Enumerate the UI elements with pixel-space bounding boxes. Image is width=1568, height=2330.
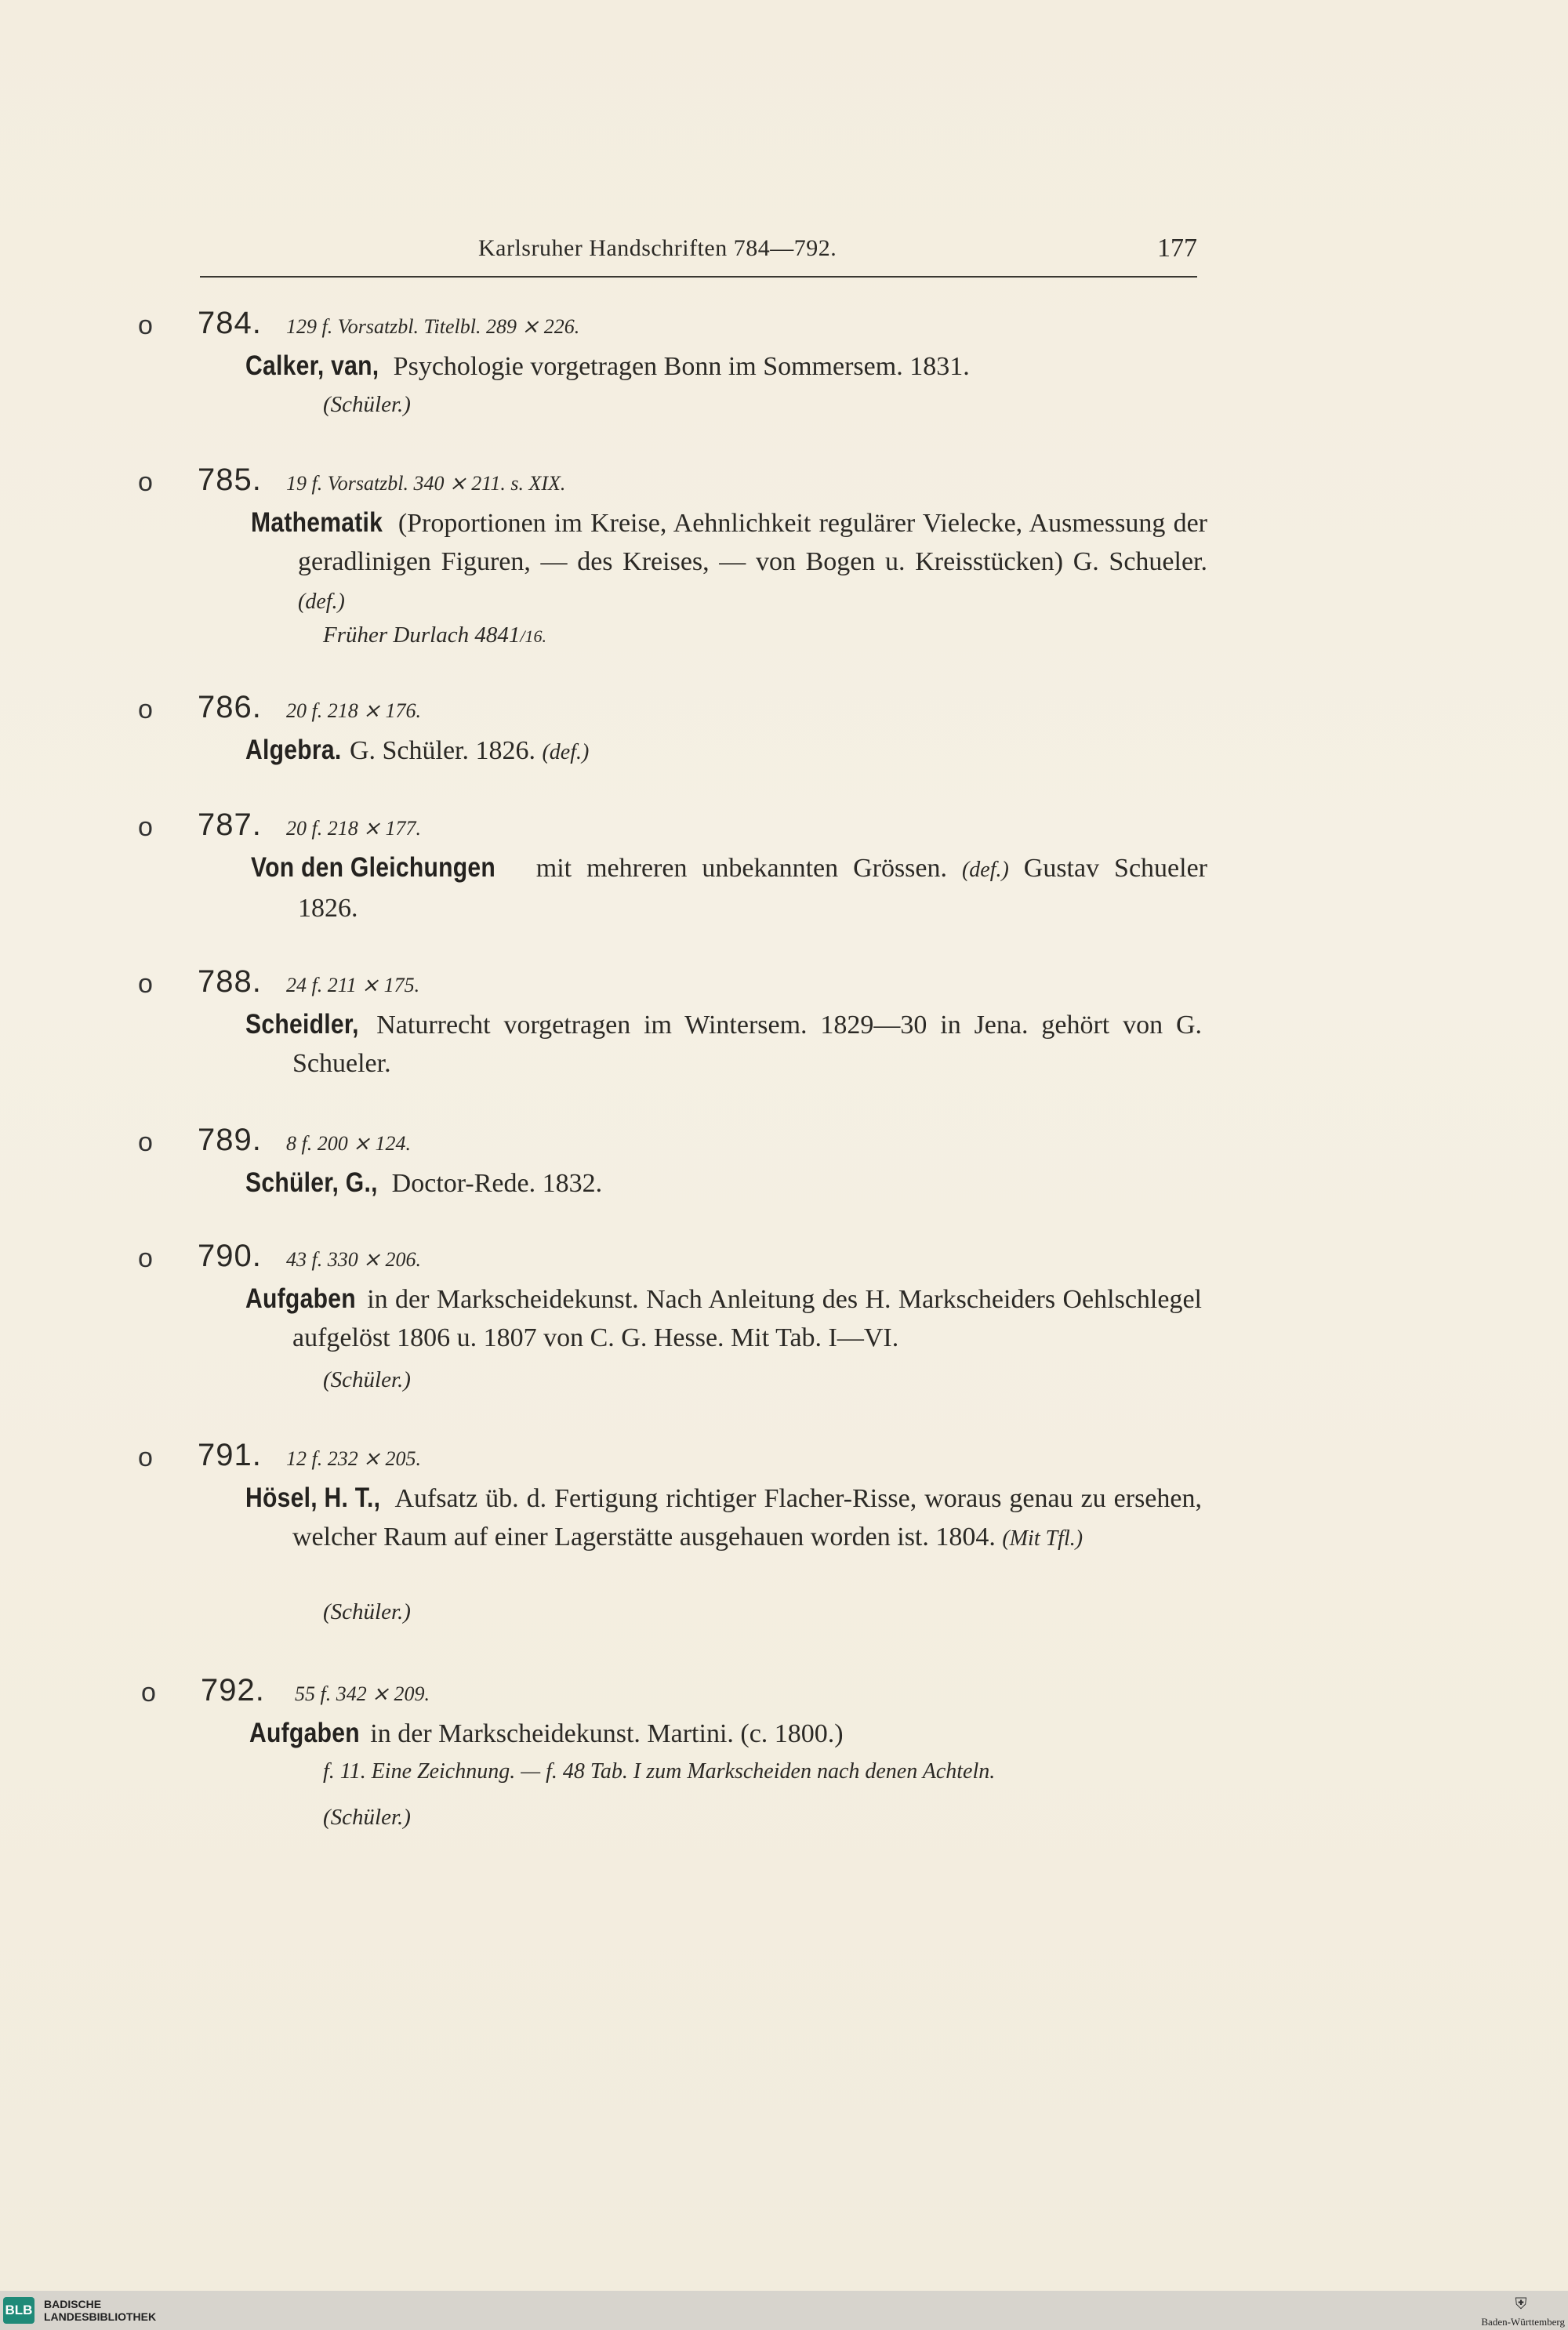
entry-heading: Aufgaben — [245, 1283, 356, 1314]
entry-def: (def.) — [542, 740, 590, 764]
entry-heading: Calker, van, — [245, 350, 379, 381]
region-name: Baden-Württemberg — [1481, 2316, 1565, 2328]
coat-of-arms-icon: ⛨ — [1515, 2294, 1527, 2313]
entry-heading: Algebra. — [245, 735, 342, 765]
entry-description: G. Schüler. 1826. — [343, 736, 535, 765]
entry-number: 789. — [198, 1123, 262, 1157]
entry-text — [245, 1479, 1202, 1558]
entry-number: 790. — [198, 1239, 262, 1273]
entry-heading: Hösel, H. T., — [245, 1483, 381, 1513]
entry-def: (def.) — [961, 858, 1009, 882]
entry-description: Doctor-Rede. 1832. — [385, 1169, 603, 1198]
entry-text — [245, 1163, 1202, 1203]
running-title: Karlsruher Handschriften 784—792. — [478, 235, 837, 261]
entry-meta: 19 f. Vorsatzbl. 340 ⨯ 211. s. XIX. — [286, 472, 566, 495]
entry-heading: Von den Gleichungen — [251, 852, 496, 883]
entry-marker: o — [138, 1243, 153, 1273]
entry-marker: o — [141, 1678, 156, 1708]
entry-meta: 12 f. 232 ⨯ 205. — [286, 1447, 422, 1470]
entry-description-after: Gustav Schueler 1826. — [298, 854, 1207, 923]
entry-marker: o — [138, 1443, 153, 1472]
entry-text — [245, 1005, 1202, 1083]
entry-number: 786. — [198, 690, 262, 724]
entry-number: 784. — [198, 306, 262, 340]
entry-heading: Scheidler, — [245, 1009, 359, 1040]
entry-marker: o — [138, 969, 153, 999]
entry-meta: 55 f. 342 ⨯ 209. — [295, 1682, 430, 1705]
entry-meta: 129 f. Vorsatzbl. Titelbl. 289 ⨯ 226. — [286, 315, 580, 338]
entry-number: 785. — [198, 463, 262, 497]
entry-heading: Aufgaben — [249, 1718, 360, 1748]
entry-meta: 20 f. 218 ⨯ 177. — [286, 817, 422, 840]
entry-description: (Proportionen im Kreise, Aehnlichkeit regulärer Vielecke, Ausmessung der geradlinigen Figuren, — des Kreises, — von Bogen u. Kreisstücken) G. Schueler. — [298, 509, 1207, 576]
entry-note: (Schüler.) — [323, 392, 411, 417]
blb-logo-icon[interactable]: BLB — [3, 2297, 34, 2324]
entry-description: mit mehreren unbekannten Grössen. — [521, 854, 947, 883]
entry-marker: o — [138, 467, 153, 497]
entry-number: 788. — [198, 964, 262, 999]
entry-text — [245, 731, 1202, 771]
entry-def: (def.) — [298, 590, 345, 614]
library-name: BADISCHE LANDESBIBLIOTHEK — [44, 2298, 157, 2323]
entry-meta: 24 f. 211 ⨯ 175. — [286, 974, 420, 996]
footer-bar — [0, 2291, 1568, 2330]
page-number: 177 — [1157, 234, 1197, 263]
entry-description: Aufsatz üb. d. Fertigung richtiger Flacher-Risse, woraus genau zu ersehen, welcher Raum auf einer Lagerstätte ausgehauen worden ist. 1804. — [292, 1484, 1202, 1552]
entry-note: (Schüler.) — [323, 1599, 411, 1624]
entry-marker: o — [138, 812, 153, 842]
entry-meta: 43 f. 330 ⨯ 206. — [286, 1248, 422, 1271]
entry-meta: 20 f. 218 ⨯ 176. — [286, 699, 422, 722]
entry-marker: o — [138, 1127, 153, 1157]
entry-meta: 8 f. 200 ⨯ 124. — [286, 1132, 412, 1155]
entry-heading: Mathematik — [251, 507, 383, 538]
entry-note: (Schüler.) — [323, 1805, 411, 1830]
entry-number: 791. — [198, 1438, 262, 1472]
entry-text — [249, 1714, 1206, 1753]
entry-number: 787. — [198, 808, 262, 842]
entry-marker: o — [138, 695, 153, 724]
entry-description: in der Markscheidekunst. Martini. (c. 1800.) — [363, 1719, 844, 1748]
entry-number: 792. — [201, 1673, 265, 1708]
entry-note: (Schüler.) — [323, 1367, 411, 1392]
page-header — [200, 235, 1197, 278]
entry-description: Naturrecht vorgetragen im Wintersem. 1829—30 in Jena. gehört von G. Schueler. — [292, 1011, 1202, 1078]
entry-text — [251, 848, 1207, 927]
entry-description: in der Markscheidekunst. Nach Anleitung des H. Markscheiders Oehlschlegel aufgelöst 1806 u. 1807 von C. G. Hesse. Mit Tab. I—VI. — [292, 1285, 1202, 1352]
entry-text — [251, 503, 1207, 621]
entry-text — [245, 347, 1202, 386]
entry-folio-note: f. 11. Eine Zeichnung. — f. 48 Tab. I zum Markscheiden nach denen Achteln. — [323, 1759, 996, 1784]
entry-heading: Schüler, G., — [245, 1167, 378, 1198]
entry-provenance: Früher Durlach 4841/16. — [323, 622, 546, 648]
entry-marker: o — [138, 310, 153, 340]
entry-text — [245, 1279, 1202, 1357]
entry-description: Psychologie vorgetragen Bonn im Sommersem. 1831. — [387, 352, 970, 381]
entry-illustration-note: (Mit Tfl.) — [1002, 1526, 1083, 1551]
